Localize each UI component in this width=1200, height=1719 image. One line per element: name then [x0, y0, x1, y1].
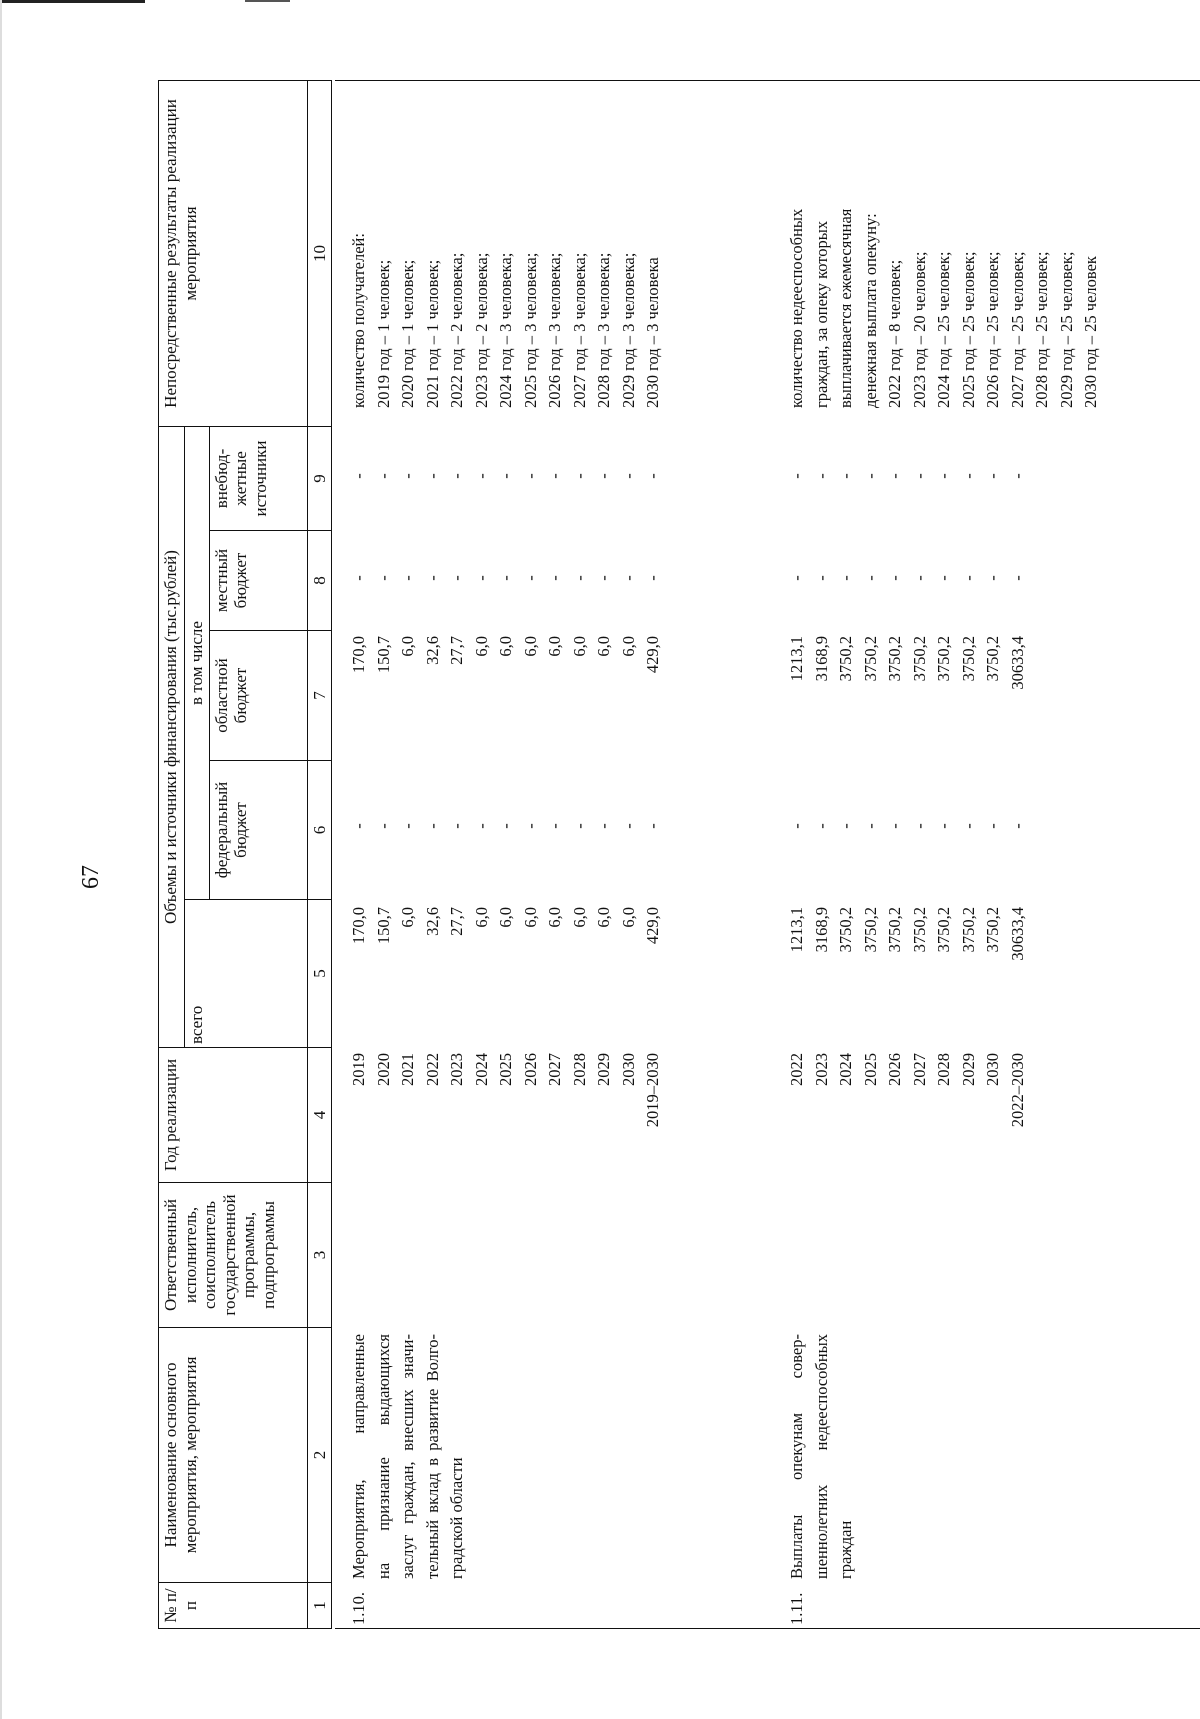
extrabudget-cell: - [349, 473, 368, 479]
regional-cell: 27,7 [447, 636, 466, 665]
measure-name [347, 1334, 470, 1579]
local-cell: - [373, 575, 393, 581]
local-cell: - [787, 575, 806, 581]
year-cell: 2029 [958, 1053, 978, 1086]
result-line: 2029 год – 25 человек; [1056, 251, 1076, 408]
total-cell: 6,0 [520, 907, 540, 928]
result-line: 2028 год – 25 человек; [1032, 251, 1051, 408]
federal-cell: - [934, 823, 953, 829]
extrabudget-cell: - [545, 473, 564, 479]
result-column [347, 88, 666, 408]
year-cell: 2030 [618, 1053, 638, 1086]
result-line: 2026 год – 25 человек; [983, 251, 1002, 408]
header-extrabudget: внебюд- жетные источники [209, 427, 307, 531]
column-number: 3 [307, 1183, 332, 1328]
result-line: количество недееспособных [787, 208, 806, 408]
total-cell: 3750,2 [983, 907, 1002, 953]
year-cell: 2030 [983, 1053, 1002, 1086]
result-line: 2027 год – 25 человек; [1007, 251, 1027, 408]
total-cell: 6,0 [618, 907, 638, 928]
column-number: 2 [307, 1328, 332, 1583]
measure-name-line: шеннолетних недееспособных [811, 1334, 831, 1579]
total-cell: 3750,2 [909, 907, 929, 953]
local-cell: - [618, 575, 638, 581]
result-line: 2028 год – 3 человека; [594, 252, 613, 408]
federal-cell: - [447, 823, 466, 829]
header-including: в том числе [185, 427, 210, 900]
header-responsible: Ответственный исполнитель, соисполнитель государственной программы, подпрограммы [159, 1183, 308, 1328]
total-cell: 150,7 [373, 907, 393, 945]
regional-cell: 6,0 [594, 636, 613, 657]
year-cell: 2028 [934, 1053, 953, 1086]
header-funding: Объемы и источники финансирования (тыс.рублей) [159, 427, 185, 1048]
federal-cell: - [398, 823, 417, 829]
result-line: количество получателей: [349, 233, 368, 408]
federal-cell: - [958, 823, 978, 829]
total-cell: 3750,2 [836, 907, 855, 953]
extrabudget-cell: - [836, 473, 855, 479]
local-cell: - [594, 575, 613, 581]
header-name: Наименование основного мероприятия, мероприятия [159, 1328, 308, 1583]
extrabudget-cell: - [934, 473, 953, 479]
year-cell: 2028 [569, 1053, 589, 1086]
column-number: 10 [307, 81, 332, 427]
regional-cell: 6,0 [496, 636, 515, 657]
local-cell: - [545, 575, 564, 581]
result-line: денежная выплата опекуну: [860, 213, 880, 408]
header-results: Непосредственные результаты реализации мероприятия [159, 81, 308, 427]
total-column [785, 907, 1030, 1047]
measure-name-line: заслуг граждан, внесших значи- [398, 1334, 417, 1579]
regional-cell: 6,0 [520, 636, 540, 657]
result-line: 2029 год – 3 человека; [618, 252, 638, 408]
result-line: 2023 год – 20 человек; [909, 251, 929, 408]
header-year: Год реализации [159, 1048, 308, 1183]
total-cell: 6,0 [569, 907, 589, 928]
extrabudget-cell: - [885, 473, 904, 479]
year-cell: 2023 [447, 1053, 466, 1086]
extrabudget-cell: - [909, 473, 929, 479]
federal-cell: - [983, 823, 1002, 829]
result-line: 2024 год – 25 человек; [934, 251, 953, 408]
year-cell: 2025 [860, 1053, 880, 1086]
total-cell: 32,6 [422, 907, 442, 936]
year-cell: 2026 [885, 1053, 904, 1086]
total-cell: 170,0 [349, 907, 368, 945]
header-regional: областной бюджет [209, 631, 307, 761]
result-line: 2020 год – 1 человек; [398, 259, 417, 408]
federal-cell: - [885, 823, 904, 829]
year-cell: 2027 [909, 1053, 929, 1086]
regional-cell: 6,0 [569, 636, 589, 657]
extrabudget-cell: - [520, 473, 540, 479]
year-cell: 2022 [787, 1053, 806, 1086]
federal-cell: - [349, 823, 368, 829]
local-column [347, 528, 666, 628]
federal-cell: - [422, 823, 442, 829]
column-number: 8 [307, 531, 332, 631]
total-cell: 6,0 [594, 907, 613, 928]
extrabudget-cell: - [594, 473, 613, 479]
regional-cell: 32,6 [422, 636, 442, 665]
column-number: 6 [307, 761, 332, 900]
extrabudget-column [347, 424, 666, 528]
federal-cell: - [618, 823, 638, 829]
federal-cell: - [860, 823, 880, 829]
federal-cell: - [811, 823, 831, 829]
measure-name-line: градской области [447, 1457, 466, 1579]
result-line: 2023 год – 2 человека; [471, 252, 491, 408]
regional-cell: 3750,2 [983, 636, 1002, 682]
federal-cell: - [643, 823, 662, 829]
year-cell: 2027 [545, 1053, 564, 1086]
total-cell: 6,0 [496, 907, 515, 928]
federal-cell: - [909, 823, 929, 829]
regional-cell: 3750,2 [860, 636, 880, 682]
column-number: 4 [307, 1048, 332, 1183]
result-line: 2022 год – 2 человека; [447, 252, 466, 408]
regional-cell: 150,7 [373, 636, 393, 674]
table-left-border [335, 1628, 1200, 1629]
regional-cell: 429,0 [643, 636, 662, 674]
local-cell: - [958, 575, 978, 581]
year-cell: 2022–2030 [1007, 1053, 1027, 1128]
result-line: 2025 год – 3 человека; [520, 252, 540, 408]
column-number: 1 [307, 1583, 332, 1629]
total-cell: 6,0 [398, 907, 417, 928]
extrabudget-cell: - [569, 473, 589, 479]
column-number: 7 [307, 631, 332, 761]
regional-column [785, 636, 1030, 758]
local-cell: - [349, 575, 368, 581]
result-line: выплачивается ежемесячная [836, 208, 855, 408]
federal-column [785, 758, 1030, 894]
extrabudget-cell: - [983, 473, 1002, 479]
header-local: местный бюджет [209, 531, 307, 631]
year-cell: 2029 [594, 1053, 613, 1086]
header-total: всего [185, 900, 308, 1048]
regional-cell: 3750,2 [934, 636, 953, 682]
year-cell: 2022 [422, 1053, 442, 1086]
result-line: 2022 год – 8 человек; [885, 259, 904, 408]
year-cell: 2021 [398, 1053, 417, 1086]
year-cell: 2025 [496, 1053, 515, 1086]
total-cell: 3750,2 [934, 907, 953, 953]
row-number: 1.11. [787, 1592, 806, 1625]
regional-column [347, 636, 666, 758]
total-column [347, 907, 666, 1047]
table-header [158, 80, 332, 1629]
extrabudget-column [785, 424, 1030, 528]
federal-cell: - [787, 823, 806, 829]
result-line: 2021 год – 1 человек; [422, 259, 442, 408]
regional-cell: 3168,9 [811, 636, 831, 682]
local-cell: - [934, 575, 953, 581]
local-column [785, 528, 1030, 628]
measure-name-line: на признание выдающихся [373, 1334, 393, 1579]
regional-cell: 3750,2 [885, 636, 904, 682]
extrabudget-cell: - [1007, 473, 1027, 479]
local-cell: - [909, 575, 929, 581]
result-line: граждан, за опеку которых [811, 220, 831, 408]
header-federal: федеральный бюджет [209, 761, 307, 900]
regional-cell: 1213,1 [787, 636, 806, 682]
extrabudget-cell: - [643, 473, 662, 479]
row-number: 1.10. [349, 1592, 368, 1625]
year-cell: 2019–2030 [643, 1053, 662, 1128]
total-cell: 6,0 [545, 907, 564, 928]
regional-cell: 6,0 [545, 636, 564, 657]
extrabudget-cell: - [447, 473, 466, 479]
total-cell: 1213,1 [787, 907, 806, 953]
year-cell: 2024 [836, 1053, 855, 1086]
total-cell: 429,0 [643, 907, 662, 945]
federal-cell: - [520, 823, 540, 829]
extrabudget-cell: - [471, 473, 491, 479]
extrabudget-cell: - [811, 473, 831, 479]
result-line: 2030 год – 25 человек [1081, 256, 1100, 408]
column-number: 5 [307, 900, 332, 1048]
federal-cell: - [373, 823, 393, 829]
regional-cell: 6,0 [398, 636, 417, 657]
local-cell: - [520, 575, 540, 581]
extrabudget-cell: - [422, 473, 442, 479]
measure-name-line: тельный вклад в развитие Волго- [422, 1334, 442, 1579]
year-cell: 2026 [520, 1053, 540, 1086]
federal-cell: - [1007, 823, 1027, 829]
measure-name [785, 1334, 859, 1579]
year-cell: 2020 [373, 1053, 393, 1086]
total-cell: 30633,4 [1007, 907, 1027, 961]
local-cell: - [447, 575, 466, 581]
year-cell: 2024 [471, 1053, 491, 1086]
local-cell: - [422, 575, 442, 581]
total-cell: 27,7 [447, 907, 466, 936]
local-cell: - [398, 575, 417, 581]
total-cell: 3750,2 [860, 907, 880, 953]
total-cell: 6,0 [471, 907, 491, 928]
regional-cell: 30633,4 [1007, 636, 1027, 690]
local-cell: - [811, 575, 831, 581]
regional-cell: 170,0 [349, 636, 368, 674]
extrabudget-cell: - [496, 473, 515, 479]
year-column [785, 1053, 1030, 1177]
header-num: № п/п [159, 1583, 308, 1629]
year-column [347, 1053, 666, 1177]
local-cell: - [643, 575, 662, 581]
federal-cell: - [545, 823, 564, 829]
measure-name-line: Мероприятия, направленные [349, 1334, 368, 1579]
year-cell: 2023 [811, 1053, 831, 1086]
measure-name-line: граждан [836, 1520, 855, 1579]
table-right-border [335, 80, 1200, 81]
total-cell: 3750,2 [885, 907, 904, 953]
local-cell: - [983, 575, 1002, 581]
result-line: 2030 год – 3 человека [643, 257, 662, 408]
total-cell: 3168,9 [811, 907, 831, 953]
regional-cell: 3750,2 [909, 636, 929, 682]
local-cell: - [471, 575, 491, 581]
total-cell: 3750,2 [958, 907, 978, 953]
local-cell: - [496, 575, 515, 581]
column-number: 9 [307, 427, 332, 531]
measure-name-line: Выплаты опекунам совер- [787, 1334, 806, 1579]
local-cell: - [860, 575, 880, 581]
year-cell: 2019 [349, 1053, 368, 1086]
local-cell: - [569, 575, 589, 581]
regional-cell: 6,0 [471, 636, 491, 657]
result-line: 2019 год – 1 человек; [373, 259, 393, 408]
local-cell: - [1007, 575, 1027, 581]
result-line: 2026 год – 3 человека; [545, 252, 564, 408]
extrabudget-cell: - [398, 473, 417, 479]
result-column [785, 88, 1104, 408]
page-number: 67 [78, 865, 104, 889]
extrabudget-cell: - [787, 473, 806, 479]
extrabudget-cell: - [618, 473, 638, 479]
extrabudget-cell: - [860, 473, 880, 479]
result-line: 2024 год – 3 человека; [496, 252, 515, 408]
federal-cell: - [594, 823, 613, 829]
federal-cell: - [471, 823, 491, 829]
result-line: 2025 год – 25 человек; [958, 251, 978, 408]
local-cell: - [885, 575, 904, 581]
federal-cell: - [569, 823, 589, 829]
federal-cell: - [496, 823, 515, 829]
federal-column [347, 758, 666, 894]
federal-cell: - [836, 823, 855, 829]
regional-cell: 3750,2 [836, 636, 855, 682]
regional-cell: 6,0 [618, 636, 638, 657]
local-cell: - [836, 575, 855, 581]
extrabudget-cell: - [373, 473, 393, 479]
regional-cell: 3750,2 [958, 636, 978, 682]
result-line: 2027 год – 3 человека; [569, 252, 589, 408]
extrabudget-cell: - [958, 473, 978, 479]
